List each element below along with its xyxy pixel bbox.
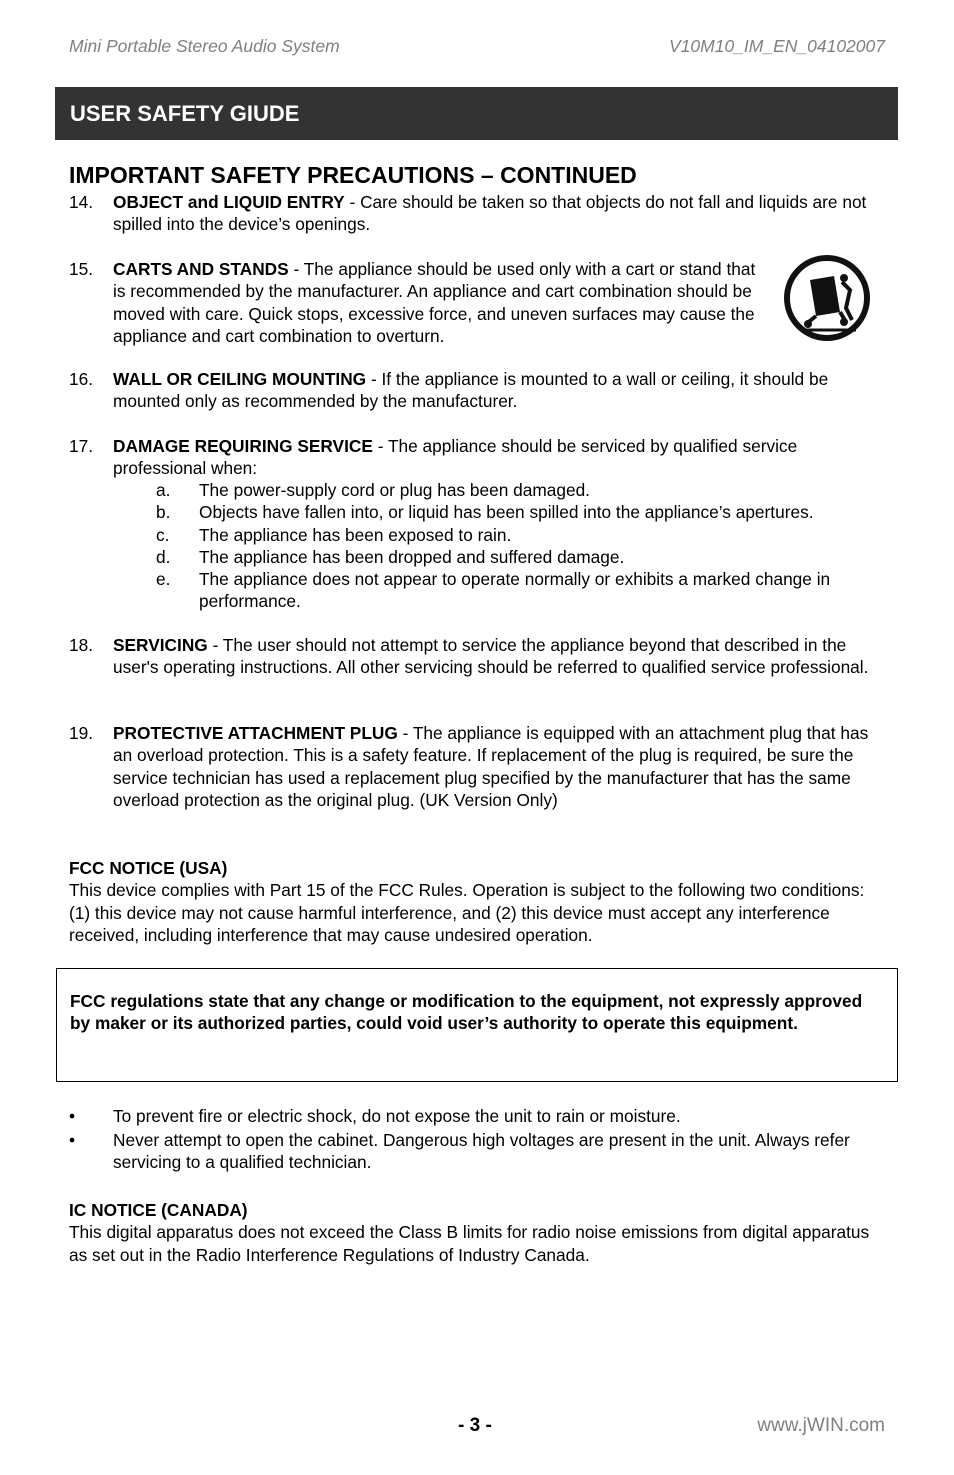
cart-tipover-warning-icon (780, 252, 874, 344)
item-heading: SERVICING (113, 635, 208, 655)
precaution-item-16 (69, 368, 889, 413)
fcc-notice-text: This device complies with Part 15 of the FCC Rules. Operation is subject to the following two conditions: (1) this device may not cause harmful interference, and (2) this device must accept any interference received, including interference that may cause undesired operation. (69, 880, 865, 945)
item-number: 18. (69, 635, 94, 655)
condition-item-b (156, 501, 896, 523)
ic-notice-heading: IC NOTICE (CANADA) (69, 1200, 248, 1220)
section-banner: USER SAFETY GIUDE (55, 87, 898, 140)
bullet-dot: • (69, 1130, 76, 1150)
condition-text: The power-supply cord or plug has been damaged. (199, 480, 590, 500)
item-heading: OBJECT and LIQUID ENTRY (113, 192, 345, 212)
condition-text: The appliance does not appear to operate normally or exhibits a marked change in performance. (199, 569, 831, 612)
item-number: 17. (69, 436, 94, 456)
condition-text: The appliance has been exposed to rain. (199, 525, 512, 545)
item-number: 16. (69, 369, 94, 389)
condition-text: Objects have fallen into, or liquid has been spilled into the appliance’s apertures. (199, 502, 814, 522)
condition-letter: a. (156, 480, 171, 500)
item-text: - If the appliance is mounted to a wall or ceiling, it should be mounted only as recommended by the manufacturer. (113, 369, 829, 412)
fcc-regulations-box: FCC regulations state that any change or modification to the equipment, not expressly approved by maker or its authorized parties, could void user’s authority to operate this equipment. (56, 968, 898, 1082)
condition-item-a (156, 479, 896, 501)
precaution-item-14 (69, 191, 889, 236)
page-title: IMPORTANT SAFETY PRECAUTIONS – CONTINUED (69, 162, 637, 188)
item-number: 19. (69, 723, 94, 743)
item-text: - The appliance should be serviced by qualified service professional when: (113, 436, 798, 479)
bullet-dot: • (69, 1106, 76, 1126)
bullet-text: To prevent fire or electric shock, do not expose the unit to rain or moisture. (113, 1106, 681, 1126)
page-number: - 3 - (458, 1415, 492, 1436)
header-document-code: V10M10_IM_EN_04102007 (669, 36, 885, 56)
precaution-item-19 (69, 722, 889, 811)
item-text: - The appliance should be used only with a cart or stand that is recommended by the manufacturer. An appliance and cart combination should be moved with care. Quick stops, excessive force, and uneven surfaces may cause the appliance and cart combination to overturn. (113, 259, 756, 346)
condition-item-e (156, 568, 896, 613)
condition-letter: d. (156, 547, 171, 567)
warning-bullet (69, 1105, 889, 1127)
fcc-notice-heading: FCC NOTICE (USA) (69, 858, 228, 878)
item-text: - The user should not attempt to service the appliance beyond that described in the user's operating instructions. All other servicing should be referred to qualified service professional. (113, 635, 869, 678)
website-url: www.jWIN.com (757, 1415, 885, 1436)
condition-letter: c. (156, 525, 170, 545)
item-heading: CARTS AND STANDS (113, 259, 289, 279)
header-product-name: Mini Portable Stereo Audio System (69, 36, 340, 56)
ic-notice (69, 1199, 889, 1266)
item-number: 14. (69, 192, 94, 212)
precaution-item-18 (69, 634, 889, 679)
bullet-text: Never attempt to open the cabinet. Dangerous high voltages are present in the unit. Always refer servicing to a qualified technician. (113, 1130, 850, 1173)
condition-item-d (156, 546, 896, 568)
ic-notice-text: This digital apparatus does not exceed the Class B limits for radio noise emissions from digital apparatus as set out in the Radio Interference Regulations of Industry Canada. (69, 1222, 870, 1265)
condition-letter: e. (156, 569, 171, 589)
item-number: 15. (69, 259, 94, 279)
condition-text: The appliance has been dropped and suffered damage. (199, 547, 625, 567)
item-heading: PROTECTIVE ATTACHMENT PLUG (113, 723, 398, 743)
fcc-notice (69, 857, 889, 946)
item-text: - Care should be taken so that objects do not fall and liquids are not spilled into the device’s openings. (113, 192, 867, 235)
item-heading: DAMAGE REQUIRING SERVICE (113, 436, 373, 456)
warning-bullet (69, 1129, 889, 1174)
precaution-item-15 (69, 258, 769, 347)
condition-letter: b. (156, 502, 171, 522)
precaution-item-17 (69, 435, 889, 480)
item-heading: WALL OR CEILING MOUNTING (113, 369, 367, 389)
condition-item-c (156, 524, 896, 546)
item-text: - The appliance is equipped with an attachment plug that has an overload protection. This is a safety feature. If replacement of the plug is required, be sure the service technician has used a replacement plug specified by the manufacturer that has the same overload protection as the original plug. (UK Version Only) (113, 723, 869, 810)
